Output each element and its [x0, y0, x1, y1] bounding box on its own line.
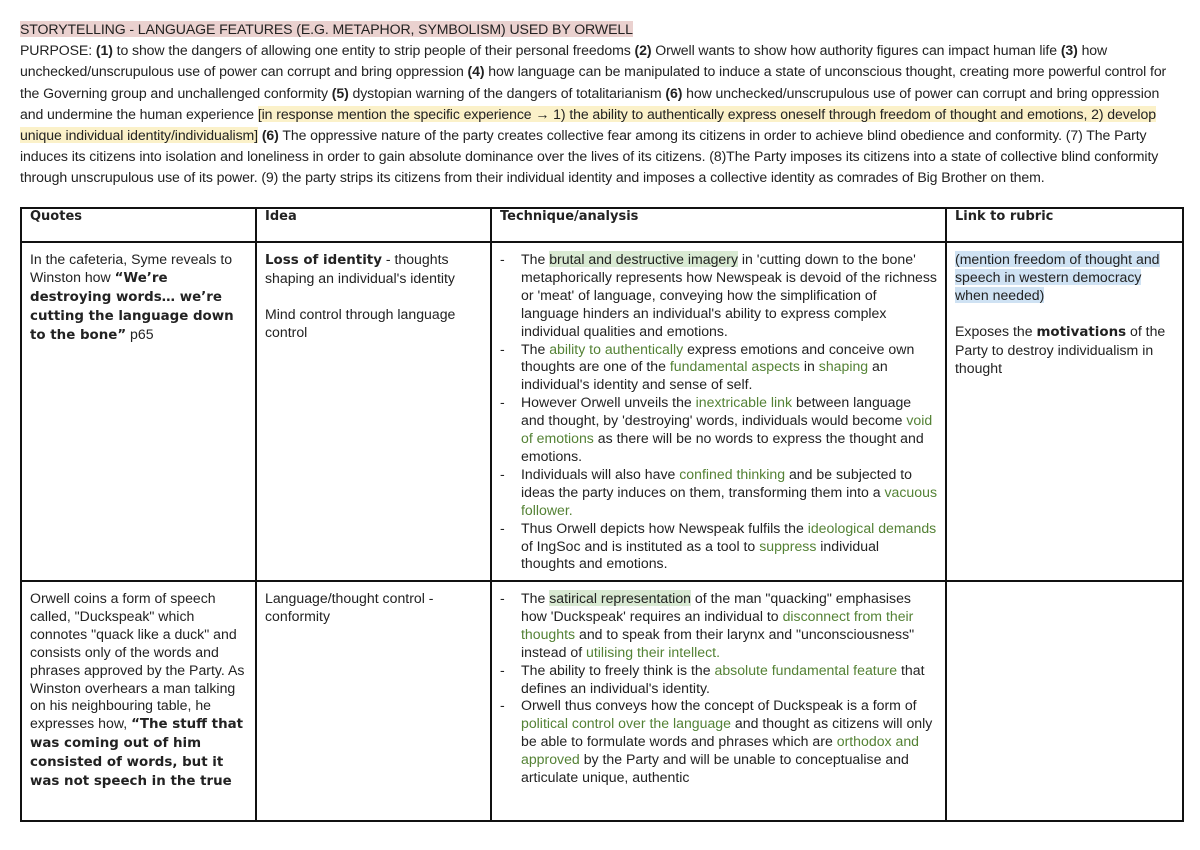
analysis-point	[500, 394, 937, 466]
text: by the Party and will be unable to conceptualise and articulate unique, authentic	[521, 751, 909, 786]
green-term: ideological demands	[807, 519, 937, 536]
purpose-text: Orwell wants to show how authority figures can impact human life	[651, 42, 1061, 59]
purpose-num: (6)	[665, 84, 683, 101]
table-header-row	[21, 208, 1183, 242]
green-term: vacuous follower.	[521, 483, 937, 518]
analysis-table	[20, 207, 1184, 822]
purpose-num: (5)	[331, 84, 349, 101]
analysis-point	[500, 662, 937, 698]
table-row	[21, 581, 1183, 821]
analysis-list	[500, 590, 937, 787]
column-header-idea: Idea	[256, 208, 491, 242]
green-term: orthodox and approved	[521, 733, 920, 768]
purpose-text: how language can be manipulated to induce a state of unconscious thought, creating more powerful control for the Governing group and unchallenged conformity	[20, 63, 1167, 101]
purpose-text: dystopian warning of the dangers of totalitarianism	[348, 84, 666, 101]
text: an individual's identity and sense of self.	[521, 358, 888, 393]
purpose-highlight: [in response mention the specific experience → 1) the ability to authentically express oneself through freedom of thought and emotions, 2) develop unique individual identity/individualism]	[20, 105, 1156, 144]
analysis-list	[500, 251, 937, 573]
text: and thought as citizens will only be able to formulate words and phrases which are	[521, 715, 933, 750]
purpose-text: The oppressive nature of the party creates collective fear among its citizens in order to achieve blind obedience and conformity. (7) The Party induces its citizens into isolation and loneliness in order to gain absolute dominance over the lives of its citizens. (8)The Party imposes its citizens into a state of collective blind conformity through unscrupulous use of its power. (9) the party strips its citizens from their individual identity and imposes a collective identity as comrades of Big Brother on them.	[20, 127, 1159, 186]
column-header-quotes: Quotes	[21, 208, 256, 242]
text: of the man "quacking" emphasises how 'Duckspeak' requires an individual to	[521, 590, 911, 624]
rubric-note	[955, 251, 1174, 305]
column-header-technique: Technique/analysis	[491, 208, 946, 242]
green-term: void of emotions	[521, 412, 933, 447]
highlighted-term: satirical representation	[549, 590, 691, 606]
text: However Orwell unveils the	[521, 394, 696, 411]
text: The	[521, 251, 550, 267]
quote-cell	[21, 242, 256, 581]
purpose-num: (6)	[261, 127, 279, 144]
purpose-text: how unchecked/unscrupulous use of power can corrupt and bring oppression	[20, 42, 1108, 80]
purpose-num: (4)	[467, 63, 485, 80]
intro-block	[20, 19, 1180, 189]
text: Thus Orwell depicts how Newspeak fulfils the	[521, 519, 808, 536]
idea-secondary: Mind control through language control	[265, 305, 456, 340]
text: express emotions and conceive own thoughts are one of the	[521, 340, 915, 375]
quote-cell	[21, 581, 256, 821]
text: individual thoughts and emotions.	[521, 537, 880, 572]
purpose-num: (3)	[1060, 42, 1078, 59]
green-term: disconnect from their thoughts	[521, 607, 914, 642]
text: in 'cutting down to the bone' metaphorically represents how Newspeak is devoid of the richness or 'meat' of language, conveying how the simplification of language hinders an individual's ability to express complex individual qualities and emotions.	[521, 251, 937, 339]
analysis-point	[500, 251, 937, 341]
heading	[20, 19, 1180, 40]
analysis-point	[500, 590, 937, 662]
analysis-point	[500, 697, 937, 787]
rubric-text	[955, 323, 1174, 378]
purpose-label: PURPOSE:	[20, 42, 93, 59]
highlighted-term: brutal and destructive imagery	[549, 251, 738, 267]
analysis-point	[500, 341, 937, 395]
text: The	[521, 340, 550, 357]
text: as there will be no words to express the thought and emotions.	[521, 430, 924, 464]
purpose-text: to show the dangers of allowing one entity to strip people of their personal freedoms	[112, 42, 635, 59]
text: between language and thought, by 'destroying' words, individuals would become	[521, 394, 912, 429]
table-row	[21, 242, 1183, 581]
text: and be subjected to ideas the party induces on them, transforming them into a	[521, 465, 912, 500]
idea-cell	[256, 581, 491, 821]
green-term: utilising their intellect.	[586, 643, 720, 660]
heading-text: STORYTELLING - LANGUAGE FEATURES (E.G. METAPHOR, SYMBOLISM) USED BY ORWELL	[20, 21, 633, 37]
purpose-text: how unchecked/unscrupulous use of power can corrupt and bring oppression and undermine the human experience	[20, 84, 1160, 122]
analysis-cell	[491, 581, 946, 821]
text: of the Party to destroy individualism in thought	[955, 322, 1166, 376]
green-term: shaping	[818, 358, 869, 375]
idea-bold: Loss of identity	[265, 253, 382, 268]
rubric-highlight: (mention freedom of thought and speech in western democracy when needed)	[955, 251, 1160, 303]
green-term: suppress	[759, 537, 817, 554]
rubric-cell	[946, 242, 1183, 581]
green-term: political control over the language	[521, 715, 731, 732]
purpose-num: (1)	[95, 42, 113, 59]
text: Orwell thus conveys how the concept of Duckspeak is a form of	[521, 697, 917, 714]
text: of IngSoc and is instituted as a tool to	[521, 537, 760, 554]
quote-text: Orwell coins a form of speech called, "Duckspeak" which connotes "quack like a duck" and consists only of the words and phrases approved by the Party. As Winston overhears a man talking on his neighbouring table, he expresses how,	[30, 590, 245, 732]
text: that defines an individual's identity.	[521, 661, 925, 696]
text: in	[799, 358, 819, 375]
analysis-point	[500, 466, 937, 520]
green-term: fundamental aspects	[669, 358, 800, 375]
purpose-paragraph	[20, 40, 1180, 188]
text: The ability to freely think is the	[521, 661, 715, 678]
analysis-point	[500, 520, 937, 574]
quote-bold: “The stuff that was coming out of him consisted of words, but it was not speech in the true	[30, 717, 244, 790]
idea-text: - thoughts shaping an individual's identity	[265, 251, 455, 286]
quote-text: In the cafeteria, Syme reveals to Winston how	[30, 251, 233, 285]
idea-cell	[256, 242, 491, 581]
rubric-bold: motivations	[1036, 324, 1127, 340]
green-term: inextricable link	[695, 394, 793, 411]
idea-main	[265, 251, 482, 288]
quote-bold: “We’re destroying words… we’re cutting the language down to the bone”	[30, 270, 234, 343]
text: Exposes the	[955, 322, 1037, 339]
text: The	[521, 590, 550, 606]
column-header-rubric: Link to rubric	[946, 208, 1183, 242]
green-term: confined thinking	[679, 465, 786, 482]
rubric-cell	[946, 581, 1183, 821]
analysis-cell	[491, 242, 946, 581]
idea-main: Language/thought control - conformity	[265, 590, 434, 624]
purpose-num: (2)	[634, 42, 652, 59]
text: Individuals will also have	[521, 465, 680, 482]
green-term: absolute fundamental feature	[714, 661, 898, 678]
text: and to speak from their larynx and "unconsciousness" instead of	[521, 625, 915, 660]
quote-page: p65	[126, 325, 154, 342]
green-term: ability to authentically	[549, 340, 684, 357]
